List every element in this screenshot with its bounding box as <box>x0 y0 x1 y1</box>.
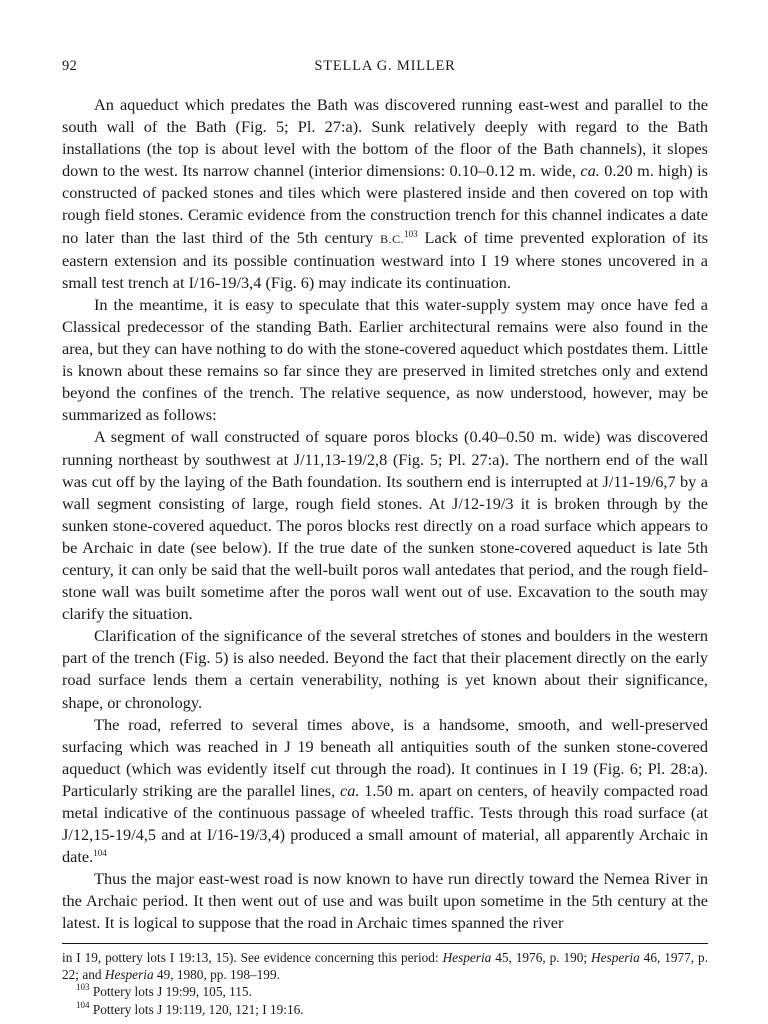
paragraph-poros-wall: A segment of wall constructed of square poros blocks (0.40–0.50 m. wide) was discovered running northeast by southwest at J/11,13-19/2,8 (Fig. 5; Pl. 27:a). The northern end of the wall was cut off by the laying of the Bath foundation. Its southern end is interrupted at J/11-19/6,7 by a wall segment consisting of large, rough field stones. At J/12-19/3 it is broken through by the sunken stone-covered aqueduct. The poros blocks rest directly on a road surface which appears to be Archaic in date (see below). If the true date of the sunken stone-covered aqueduct is late 5th century, it can only be said that the well-built poros wall antedates that period, and the rough field-stone wall was built sometime after the poros wall went out of use. Excavation to the south may clarify the situation. <box>62 427 708 624</box>
running-head <box>62 58 708 80</box>
footnote-ref-103[interactable]: 103 <box>404 228 418 239</box>
page-number: 92 <box>62 58 78 74</box>
paragraph-road: The road, referred to several times above, is a handsome, smooth, and well-preserved surfacing which was reached in J 19 beneath all antiquities south of the sunken stone-covered aqueduct (which was evidently itself cut through the road). It continues in I 19 (Fig. 6; Pl. 28:a). Particularly striking are the parallel lines, ca. 1.50 m. apart on centers, of heavily compacted road metal indicative of the continuous passage of wheeled traffic. Tests through this road surface (at J/12,15-19/4,5 and at I/16-19/3,4) produced a small amount of material, all apparently Archaic in date.$^{104}$ <box>62 714 708 867</box>
footnote-number: 103 <box>76 982 90 993</box>
paragraph-aqueduct: An aqueduct which predates the Bath was discovered running east-west and parallel to the south wall of the Bath (Fig. 5; Pl. 27:a). Sunk relatively deeply with regard to the Bath installations (the top is about level with the bottom of the floor of the Bath channels), it slopes down to the west. Its narrow channel (interior dimensions: 0.10–0.12 m. wide, ca. 0.20 m. high) is constructed of packed stones and tiles which were plastered inside and then covered on top with rough field stones. Ceramic evidence from the construction trench for this channel indicates a date no later than the last third of the 5th century B.C.$^{103}$ Lack of time prevented exploration of its eastern extension and its possible continuation westward into I 19 where stones uncovered in a small test trench at I/16-19/3,4 (Fig. 6) may indicate its continuation. <box>62 95 709 292</box>
paragraph-stones-boulders: Clarification of the significance of the several stretches of stones and boulders in the western part of the trench (Fig. 5) is also needed. Beyond the fact that their placement directly on the early road surface lends them a certain venerability, nothing is yet known about their significance, shape, or chronology. <box>62 626 708 712</box>
footnote-ref-104[interactable]: 104 <box>93 848 107 859</box>
footnote-103: $^{103}$ Pottery lots J 19:99, 105, 115. <box>76 982 252 1000</box>
paragraph-nemea-river: Thus the major east-west road is now known to have run directly toward the Nemea River in the Archaic period. It then went out of use and was built upon sometime in the 5th century at the latest. It is logical to suppose that the road in Archaic times spanned the river <box>62 869 708 933</box>
document-page <box>62 58 708 1018</box>
paragraph-water-supply: In the meantime, it is easy to speculate that this water-supply system may once have fed a Classical predecessor of the standing Bath. Earlier architectural remains were also found in the area, but they can have nothing to do with the stone-covered aqueduct which postdates them. Little is known about these remains so far since they are preserved in limited stretches only and extend beyond the confines of the trench. The relative sequence, as now understood, however, may be summarized as follows: <box>62 294 708 425</box>
footnote-number: 104 <box>76 999 90 1010</box>
running-head-author: STELLA G. MILLER <box>314 58 456 74</box>
footnotes <box>62 943 708 1019</box>
body-text <box>62 94 708 935</box>
footnote-continuation: in I 19, pottery lots I 19:13, 15). See evidence concerning this period: Hesperia 45, 1976, p. 190; Hesperia 46, 1977, p. 22; and Hesperia 49, 1980, pp. 198–199. <box>62 949 709 982</box>
footnote-104: $^{104}$ Pottery lots J 19:119, 120, 121; I 19:16. <box>76 999 304 1017</box>
